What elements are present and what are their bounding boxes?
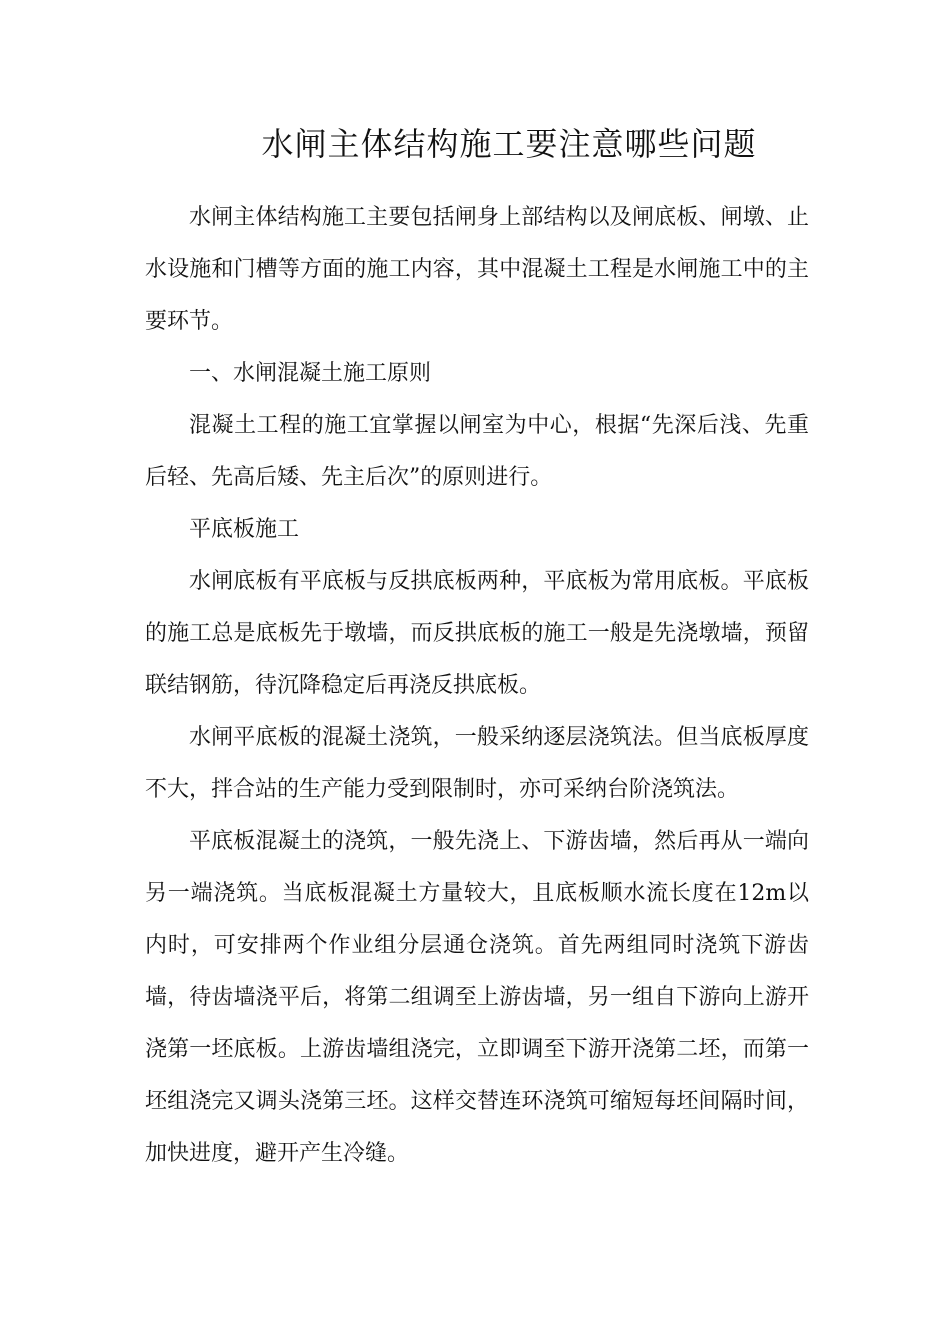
paragraph-principles: 混凝土工程的施工宜掌握以闸室为中心，根据“先深后浅、先重后轻、先高后矮、先主后次”的原则进行。 — [145, 413, 809, 490]
paragraph-slab-types: 水闸底板有平底板与反拱底板两种，平底板为常用底板。平底板的施工总是底板先于墩墙，而反拱底板的施工一般是先浇墩墙，预留联结钢筋，待沉降稳定后再浇反拱底板。 — [145, 569, 809, 698]
heading-flat-slab: 平底板施工 — [189, 517, 300, 542]
document-body — [145, 192, 809, 1180]
paragraph-pouring-sequence: 平底板混凝土的浇筑，一般先浇上、下游齿墙，然后再从一端向另一端浇筑。当底板混凝土方量较大，且底板顺水流长度在12m以内时，可安排两个作业组分层通仓浇筑。首先两组同时浇筑下游齿墙，待齿墙浇平后，将第二组调至上游齿墙，另一组自下游向上游开浇第一坯底板。上游齿墙组浇完，立即调至下游开浇第二坯，而第一坯组浇完又调头浇第三坯。这样交替连环浇筑可缩短每坯间隔时间，加快进度，避开产生冷缝。 — [145, 829, 809, 1166]
paragraph-intro: 水闸主体结构施工主要包括闸身上部结构以及闸底板、闸墩、止水设施和门槽等方面的施工内容，其中混凝土工程是水闸施工中的主要环节。 — [145, 205, 809, 334]
document-title: 水闸主体结构施工要注意哪些问题 — [261, 125, 757, 163]
paragraph-pouring-method: 水闸平底板的混凝土浇筑，一般采纳逐层浇筑法。但当底板厚度不大，拌合站的生产能力受到限制时，亦可采纳台阶浇筑法。 — [145, 725, 809, 802]
heading-principles: 一、水闸混凝土施工原则 — [189, 361, 432, 386]
